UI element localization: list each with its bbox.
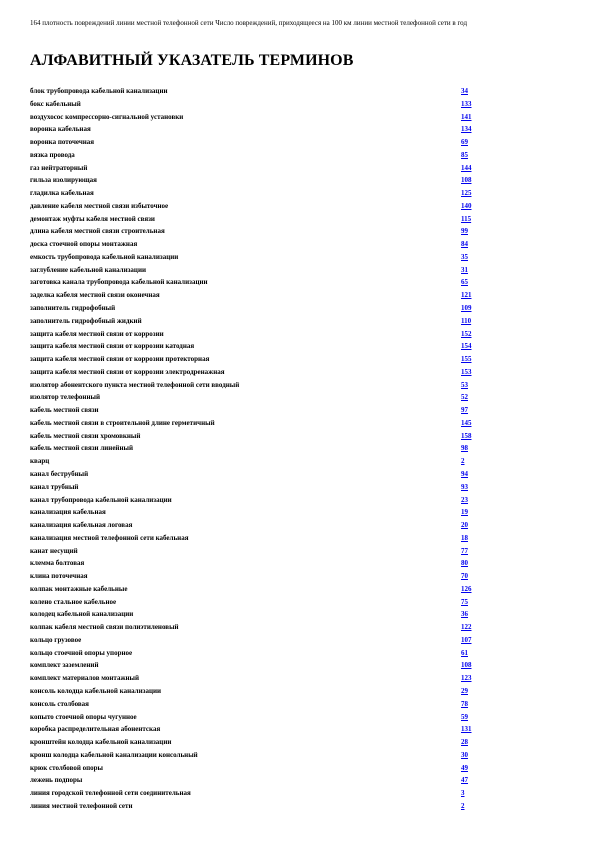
index-entry xyxy=(30,443,480,456)
index-term: линия городской телефонной сети соединительная xyxy=(30,789,191,798)
index-entry xyxy=(30,635,480,648)
page-link[interactable]: 108 xyxy=(461,661,472,670)
index-term: доска стоечной опоры монтажная xyxy=(30,240,138,249)
page-link[interactable]: 131 xyxy=(461,725,472,734)
page-link[interactable]: 31 xyxy=(461,265,468,274)
index-term: кольцо стоечной опоры упорное xyxy=(30,648,133,657)
index-term: защита кабеля местной связи от коррозии электродренажная xyxy=(30,367,225,376)
page-link[interactable]: 61 xyxy=(461,648,468,657)
index-term: заполнитель гидрофобный жидкий xyxy=(30,316,142,325)
page-link[interactable]: 145 xyxy=(461,418,472,427)
index-entry xyxy=(30,750,480,763)
index-term: комплект материалов монтажный xyxy=(30,674,140,683)
index-entry xyxy=(30,175,480,188)
index-term: комплект заземлений xyxy=(30,661,99,670)
page-link[interactable]: 65 xyxy=(461,278,468,287)
page-link[interactable]: 115 xyxy=(461,214,472,223)
page-link[interactable]: 99 xyxy=(461,227,468,236)
index-term: вязка провода xyxy=(30,150,75,159)
index-term: канат несущий xyxy=(30,546,78,555)
index-term: канализация кабельная логовая xyxy=(30,521,133,530)
index-term: лежень подпоры xyxy=(30,776,83,785)
page-link[interactable]: 52 xyxy=(461,393,468,402)
page-link[interactable]: 28 xyxy=(461,738,468,747)
index-term: клемма болтовая xyxy=(30,559,85,568)
page-link[interactable]: 18 xyxy=(461,533,468,542)
index-entry xyxy=(30,737,480,750)
index-term: заделка кабеля местной связи оконечная xyxy=(30,291,160,300)
index-entry xyxy=(30,597,480,610)
index-term: блок трубопровода кабельной канализации xyxy=(30,87,168,95)
index-term: коробка распределительная абонентская xyxy=(30,725,161,734)
page-link[interactable]: 153 xyxy=(461,367,472,376)
index-term: газ нейтраторный xyxy=(30,163,88,172)
page-link[interactable]: 53 xyxy=(461,380,468,389)
index-term: кабель местной связи хромовкный xyxy=(30,431,141,440)
page-link[interactable]: 78 xyxy=(461,699,468,708)
index-term: консоль столбовая xyxy=(30,699,89,708)
index-entry xyxy=(30,469,480,482)
index-entry xyxy=(30,290,480,303)
index-entry xyxy=(30,801,480,814)
index-entry xyxy=(30,124,480,137)
index-term: консоль колодца кабельной канализации xyxy=(30,686,162,695)
index-entry xyxy=(30,533,480,546)
index-entry xyxy=(30,571,480,584)
index-term: заглубление кабельной канализации xyxy=(30,265,147,274)
index-entry xyxy=(30,686,480,699)
index-entry xyxy=(30,482,480,495)
index-term: кронштейн колодца кабельной канализации xyxy=(30,738,172,747)
page-link[interactable]: 155 xyxy=(461,355,472,364)
page-link[interactable]: 3 xyxy=(461,789,465,798)
index-entry xyxy=(30,546,480,559)
page-link[interactable]: 154 xyxy=(461,342,472,351)
page-link[interactable]: 110 xyxy=(461,316,472,325)
index-term: емкость трубопровода кабельной канализации xyxy=(30,252,179,261)
index-entry xyxy=(30,265,480,278)
index-term: длина кабеля местной связи строительная xyxy=(30,227,165,236)
page-link[interactable]: 144 xyxy=(461,163,472,172)
page-link[interactable]: 49 xyxy=(461,763,468,772)
page-link[interactable]: 126 xyxy=(461,584,472,593)
index-term: защита кабеля местной связи от коррозии протекторная xyxy=(30,355,210,364)
page-link[interactable]: 85 xyxy=(461,150,468,159)
index-entry xyxy=(30,418,480,431)
page-link[interactable]: 125 xyxy=(461,189,472,198)
page-link[interactable]: 69 xyxy=(461,138,468,147)
index-entry xyxy=(30,495,480,508)
index-entry xyxy=(30,188,480,201)
index-entry xyxy=(30,316,480,329)
page-link[interactable]: 123 xyxy=(461,674,472,683)
index-entry xyxy=(30,86,480,99)
index-entry xyxy=(30,788,480,801)
index-term: колено стальное кабельное xyxy=(30,597,117,606)
page-link[interactable]: 98 xyxy=(461,444,468,453)
index-entry xyxy=(30,277,480,290)
index-entry xyxy=(30,520,480,533)
index-entry xyxy=(30,112,480,125)
index-term: кабель местной связи линейный xyxy=(30,444,133,453)
index-term: демонтаж муфты кабеля местной связи xyxy=(30,214,155,223)
index-term: канал беструбный xyxy=(30,469,89,478)
index-entry xyxy=(30,699,480,712)
index-term: колпак монтажные кабельные xyxy=(30,584,128,593)
page-link[interactable]: 30 xyxy=(461,750,468,759)
index-term: крюк столбовой опоры xyxy=(30,763,103,772)
index-entry xyxy=(30,201,480,214)
page-link[interactable]: 122 xyxy=(461,623,472,632)
index-entry xyxy=(30,380,480,393)
index-term: колпак кабеля местной связи полиэтиленовый xyxy=(30,623,179,632)
page-link[interactable]: 94 xyxy=(461,469,468,478)
page-link[interactable]: 23 xyxy=(461,495,468,504)
page-link[interactable]: 29 xyxy=(461,686,468,695)
index-term: колодец кабельной канализации xyxy=(30,610,134,619)
index-entry xyxy=(30,367,480,380)
index-term: воздухосос компрессорно-сигнальной установки xyxy=(30,112,184,121)
page-link[interactable]: 2 xyxy=(461,457,465,466)
index-term: гладилка кабельная xyxy=(30,189,94,198)
index-term: заполнитель гидрофобный xyxy=(30,304,116,313)
index-entry xyxy=(30,456,480,469)
intro-paragraph: 164 плотность повреждений линии местной телефонной сети Число повреждений, приходящееся на 100 км линии местной телефонной сети в год xyxy=(30,19,468,27)
index-term: воронка поточечная xyxy=(30,138,95,147)
index-term: защита кабеля местной связи от коррозии xyxy=(30,329,164,338)
index-term: гильза изолирующая xyxy=(30,176,97,185)
index-entry xyxy=(30,609,480,622)
index-entry xyxy=(30,239,480,252)
index-entry xyxy=(30,648,480,661)
index-entry xyxy=(30,226,480,239)
index-entry xyxy=(30,558,480,571)
page-link[interactable]: 109 xyxy=(461,304,472,313)
index-term: бокс кабельный xyxy=(30,99,81,108)
index-term: защита кабеля местной связи от коррозии катодная xyxy=(30,342,195,351)
index-entry xyxy=(30,341,480,354)
page-link[interactable]: 77 xyxy=(461,546,468,555)
index-term: канализация местной телефонной сети кабельная xyxy=(30,533,189,542)
page-link[interactable]: 141 xyxy=(461,112,472,121)
index-entry xyxy=(30,431,480,444)
index-term: кварц xyxy=(30,457,50,466)
index-entry xyxy=(30,329,480,342)
page-link[interactable]: 108 xyxy=(461,176,472,185)
index-term: изолятор телефонный xyxy=(30,393,100,402)
page-link[interactable]: 80 xyxy=(461,559,468,568)
index-entry xyxy=(30,99,480,112)
index-term: кольцо грузовое xyxy=(30,635,82,644)
page-link[interactable]: 84 xyxy=(461,240,468,249)
page-link[interactable]: 133 xyxy=(461,99,472,108)
index-entry xyxy=(30,214,480,227)
page-link[interactable]: 75 xyxy=(461,597,468,606)
index-entry xyxy=(30,775,480,788)
index-entry xyxy=(30,150,480,163)
page-link[interactable]: 107 xyxy=(461,635,472,644)
index-entry xyxy=(30,763,480,776)
index-term: изолятор абонентского пункта местной телефонной сети вводный xyxy=(30,380,240,389)
index-entry xyxy=(30,163,480,176)
term-index xyxy=(30,86,480,814)
page-link[interactable]: 59 xyxy=(461,712,468,721)
index-term: воронка кабельная xyxy=(30,125,91,134)
index-term: кабель местной связи xyxy=(30,406,99,415)
index-term: клина поточечная xyxy=(30,572,88,581)
index-entry xyxy=(30,584,480,597)
page-link[interactable]: 35 xyxy=(461,252,468,261)
index-entry xyxy=(30,303,480,316)
index-entry xyxy=(30,712,480,725)
index-entry xyxy=(30,405,480,418)
page-link[interactable]: 97 xyxy=(461,406,468,415)
index-term: канал трубный xyxy=(30,482,79,491)
index-entry xyxy=(30,392,480,405)
page-link[interactable]: 2 xyxy=(461,801,465,810)
index-term: канализация кабельная xyxy=(30,508,106,517)
page-link[interactable]: 36 xyxy=(461,610,468,619)
index-entry xyxy=(30,724,480,737)
index-entry xyxy=(30,673,480,686)
page-link[interactable]: 34 xyxy=(461,87,468,95)
page-link[interactable]: 158 xyxy=(461,431,472,440)
index-term: давление кабеля местной связи избыточное xyxy=(30,201,169,210)
index-term: канал трубопровода кабельной канализации xyxy=(30,495,172,504)
page-link[interactable]: 47 xyxy=(461,776,468,785)
index-entry xyxy=(30,252,480,265)
index-term: кронш колодца кабельной канализации консольный xyxy=(30,750,198,759)
page-link[interactable]: 134 xyxy=(461,125,472,134)
page-link[interactable]: 140 xyxy=(461,201,472,210)
page-link[interactable]: 70 xyxy=(461,572,468,581)
index-entry xyxy=(30,507,480,520)
page-link[interactable]: 152 xyxy=(461,329,472,338)
page-title: АЛФАВИТНЫЙ УКАЗАТЕЛЬ ТЕРМИНОВ xyxy=(30,52,354,69)
page-link[interactable]: 20 xyxy=(461,521,468,530)
page-link[interactable]: 19 xyxy=(461,508,468,517)
index-term: копыто стоечной опоры чугунное xyxy=(30,712,137,721)
page-link[interactable]: 93 xyxy=(461,482,468,491)
index-term: заготовка канала трубопровода кабельной канализации xyxy=(30,278,208,287)
index-term: линия местной телефонной сети xyxy=(30,801,133,810)
index-entry xyxy=(30,137,480,150)
index-entry xyxy=(30,622,480,635)
index-entry xyxy=(30,354,480,367)
page-link[interactable]: 121 xyxy=(461,291,472,300)
index-entry xyxy=(30,660,480,673)
index-term: кабель местной связи в строительной длине герметичный xyxy=(30,418,215,427)
